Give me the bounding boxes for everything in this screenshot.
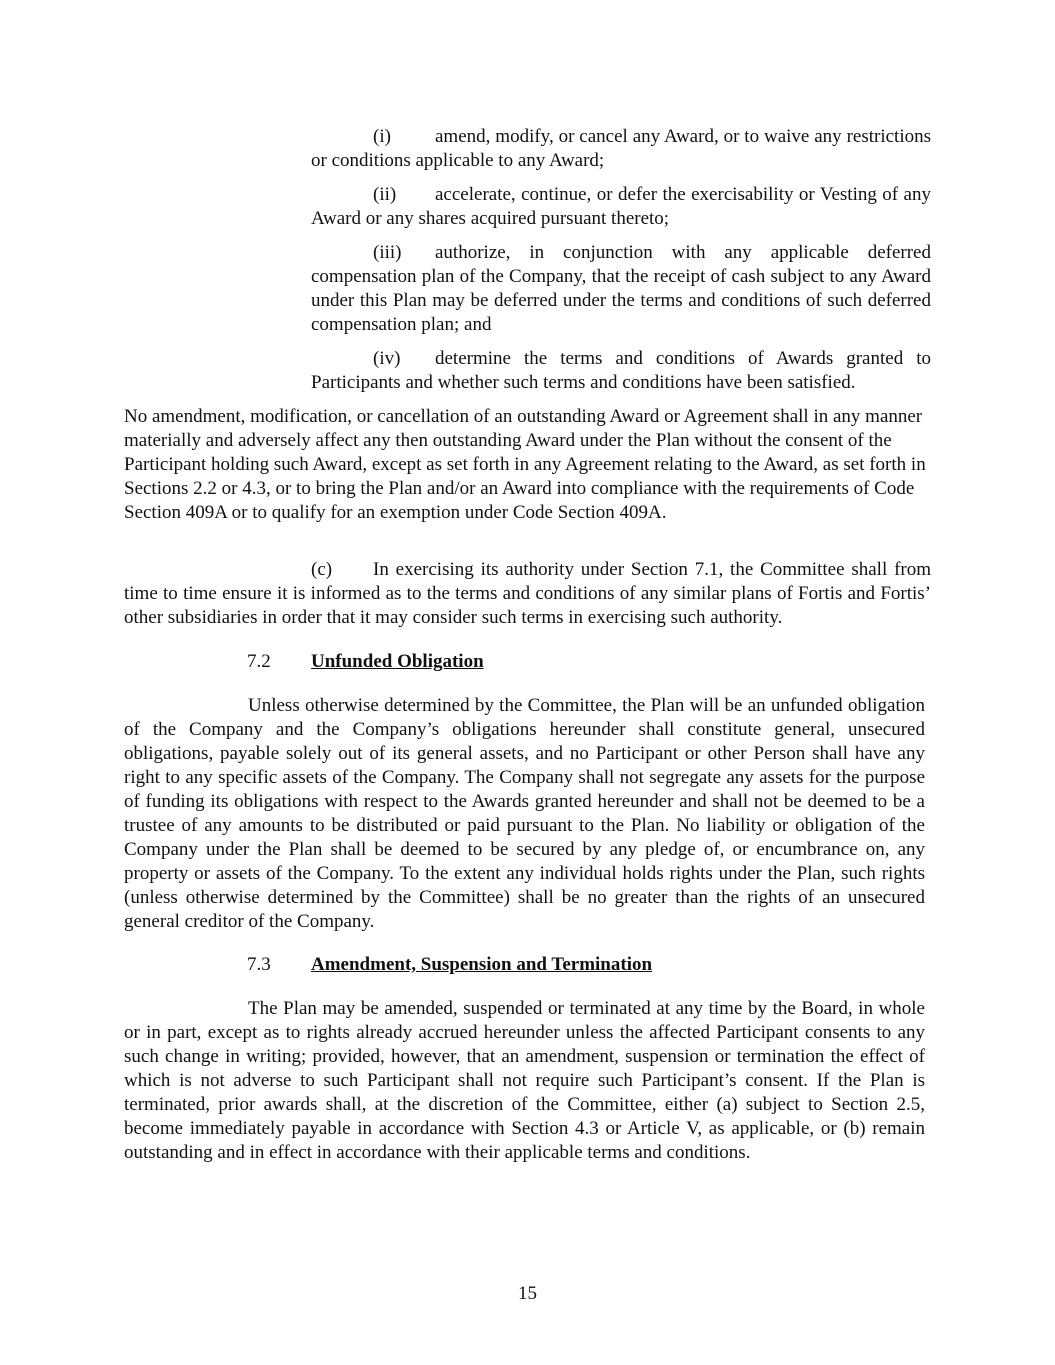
item-text: amend, modify, or cancel any Award, or to waive any restrictions or conditions applicable to any Award; [311,126,931,171]
item-text: In exercising its authority under Section 7.1, the Committee shall from time to time ensure it is informed as to the terms and conditions of any similar plans of Fortis and Fortis’ other subsidiaries in order that it may consider such terms in exercising such authority. [124,559,931,628]
item-label: (i) [373,126,391,147]
item-label: (iv) [373,348,401,369]
list-item-ii [311,183,931,231]
item-label: (c) [311,559,333,580]
section-heading-7-3 [247,953,652,977]
section-7-2-body [124,694,925,934]
section-number: 7.2 [247,651,271,672]
list-item-iii [311,241,931,337]
section-7-3-body [124,997,925,1165]
paragraph-no-amendment: No amendment, modification, or cancellation of an outstanding Award or Agreement shall in any manner materially and adversely affect any then outstanding Award under the Plan without the consent of the Participant holding such Award, except as set forth in any Agreement relating to the Award, as set forth in Sections 2.2 or 4.3, or to bring the Plan and/or an Award into compliance with the requirements of Code Section 409A or to qualify for an exemption under Code Section 409A. [124,406,926,523]
section-title: Unfunded Obligation [311,651,484,672]
body-text: The Plan may be amended, suspended or terminated at any time by the Board, in whole or in part, except as to rights already accrued hereunder unless the affected Participant consents to any such change in writing; provided, however, that an amendment, suspension or termination the effect of which is not adverse to such Participant shall not require such Participant’s consent. If the Plan is terminated, prior awards shall, at the discretion of the Committee, either (a) subject to Section 2.5, become immediately payable in accordance with Section 4.3 or Article V, as applicable, or (b) remain outstanding and in effect in accordance with their applicable terms and conditions. [124,998,925,1163]
item-label: (ii) [373,184,397,205]
section-title: Amendment, Suspension and Termination [311,954,653,975]
list-item-i [311,125,931,173]
list-item-iv [311,347,931,395]
item-text: authorize, in conjunction with any applicable deferred compensation plan of the Company, that the receipt of cash subject to any Award under this Plan may be deferred under the terms and conditions of such deferred compensation plan; and [311,242,931,335]
item-text: determine the terms and conditions of Awards granted to Participants and whether such terms and conditions have been satisfied. [311,348,931,393]
item-text: accelerate, continue, or defer the exercisability or Vesting of any Award or any shares acquired pursuant thereto; [311,184,931,229]
section-number: 7.3 [247,954,271,975]
item-label: (iii) [373,242,402,263]
section-heading-7-2 [247,650,484,674]
body-text: Unless otherwise determined by the Committee, the Plan will be an unfunded obligation of the Company and the Company’s obligations hereunder shall constitute general, unsecured obligations, payable solely out of its general assets, and no Participant or other Person shall have any right to any specific assets of the Company. The Company shall not segregate any assets for the purpose of funding its obligations with respect to the Awards granted hereunder and shall not be deemed to be a trustee of any amounts to be distributed or paid pursuant to the Plan. No liability or obligation of the Company under the Plan shall be deemed to be secured by any pledge of, or encumbrance on, any property or assets of the Company. To the extent any individual holds rights under the Plan, such rights (unless otherwise determined by the Committee) shall be no greater than the rights of an unsecured general creditor of the Company. [124,695,925,932]
paragraph-c [124,558,931,630]
page-number: 15 [518,1283,537,1304]
